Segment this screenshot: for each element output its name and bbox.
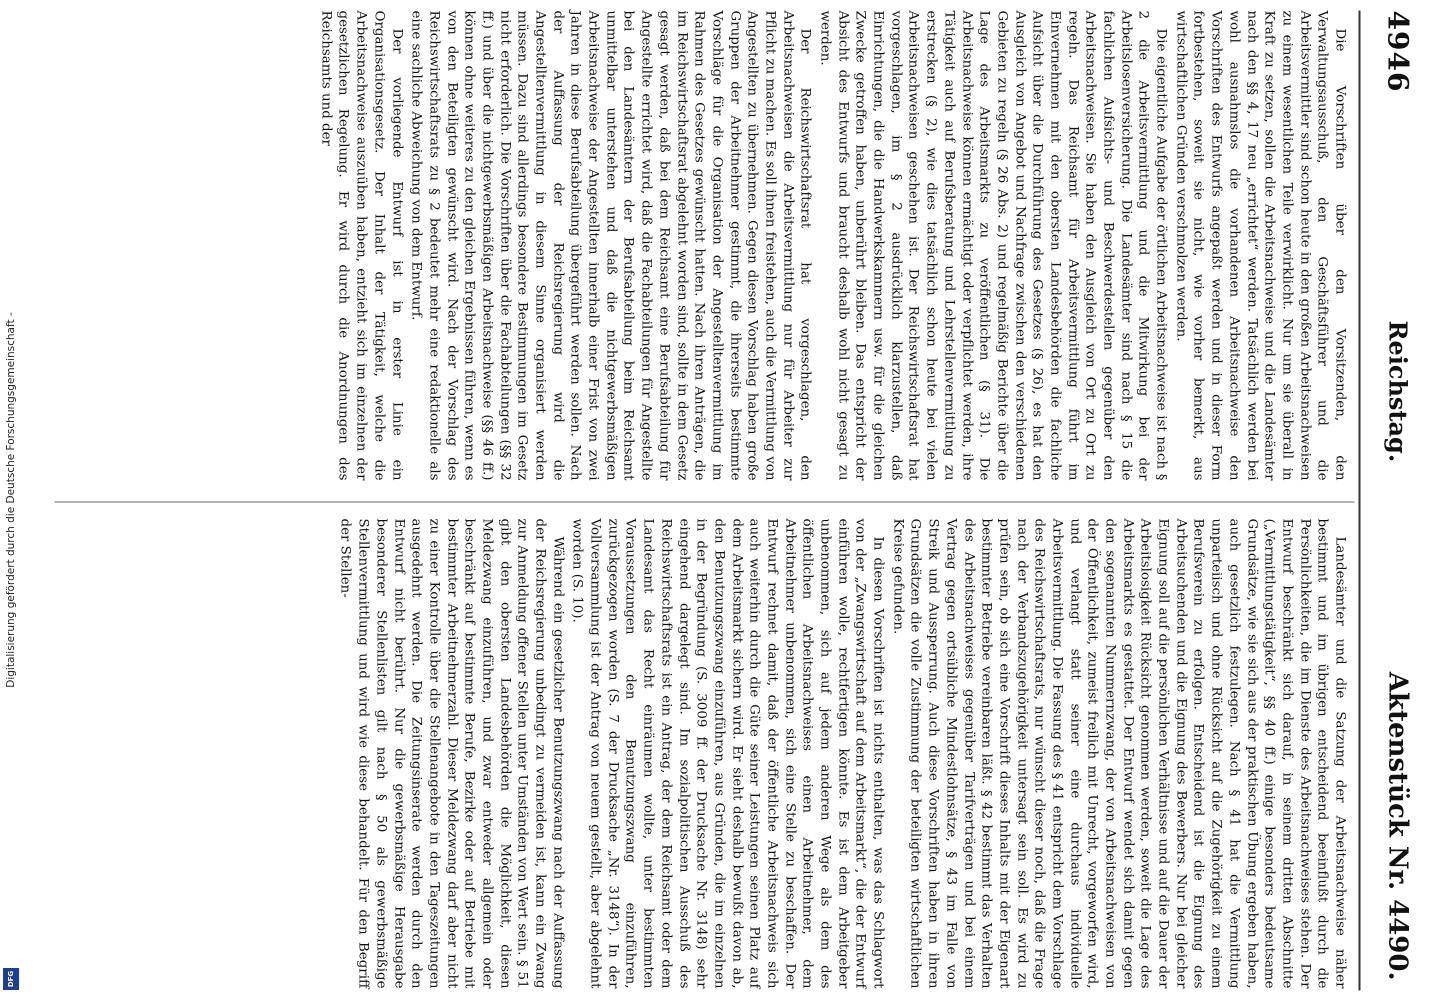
scanned-page: [40, 10, 1425, 990]
paragraph: Während ein gesetzlicher Benutzungszwang nach der Auffassung der Reichsregierung unbedingt zu vermeiden ist, kann ein Zwang zur Anmeldung offener Stellen unter Umständen von Wert sein. § 51 gibt den obersten Landesbehörden die Möglichkeit, diesen Meldezwang einzuführen, und zwar entweder allgemein oder beschränkt auf bestimmte Berufe, Bezirke oder auf Betriebe mit bestimmter Arbeitnehmerzahl. Dieser Meldezwang darf aber nicht zu einer Kontrolle über die Stellenangebote in den Tageszeitungen ausgedehnt werden. Die Zeitungsinserate werden durch den Entwurf nicht berührt. Nur die gewerbsmäßige Herausgabe besonderer Stellenlisten gilt nach § 50 als gewerbsmäßige Stellenvermittlung und wird wie diese behandelt. Für den Begriff der Stellen-: [338, 518, 566, 988]
document-number: Aktenstück Nr. 4490.: [1382, 671, 1413, 980]
paragraph: Landesämter und die Satzung der Arbeitsnachweise näher bestimmt und im übrigen entscheidend beeinflußt durch die Persönlichkeiten, die im Dienste des Arbeitsnachweises stehen. Der Entwurf beschränkt sich darauf, in seinem dritten Abschnitte („Vermittlungstätigkeit“, §§ 40 ff.) einige besonders bedeutsame Grundsätze, wie sie sich aus der praktischen Übung ergeben haben, auch gesetzlich festzulegen. Nach § 41 hat die Vermittlung unparteiisch und ohne Rücksicht auf die Zugehörigkeit zu einem Berufsverein zu erfolgen. Entscheidend ist die Eignung des Arbeitsuchenden und die Eignung des Bewerbers. Nur bei gleicher Eignung soll auf die persönlichen Verhältnisse und auf die Dauer der Arbeitslosigkeit Rücksicht genommen werden, soweit die Lage des Arbeitsmarkts es gestattet. Der Entwurf wendet sich damit gegen den sogenannten Nummernzwang, der von Arbeitsnachweisen von der Öffentlichkeit, zumeist freilich mit Unrecht, vorgeworfen wird, und verlangt statt seiner eine durchaus individuelle Arbeitsvermittlung. Die Fassung des § 41 entspricht dem Vorschlage des Reichswirtschaftsrats, nur wünscht dieser noch, daß die Frage nach der Verbandszugehörigkeit untersagt sein soll. Es wird zu prüfen sein, ob sich eine Vorschrift dieses Inhalts mit der Eigenart bestimmter Betriebe vereinbaren läßt. § 42 bestimmt das Verhalten des Arbeitsnachweises gegenüber Tarifverträgen und bei einem Vertrag gegen ortsübliche Mindestlohnsätze, § 43 im Falle von Streik und Aussperrung. Auch diese Vorschriften haben in ihren Grundsätzen die volle Zustimmung der beteiligten wirtschaftlichen Kreise gefunden.: [890, 518, 1348, 988]
left-column: [315, 10, 1349, 480]
page-title: Reichstag.: [1383, 320, 1413, 462]
page-number: 4946: [1381, 10, 1415, 92]
column-divider: [55, 501, 1355, 502]
dfg-logo-text: DFG: [7, 970, 15, 988]
paragraph: In diesen Vorschriften ist nichts enthalten, was das Schlagwort von der „Zwangswirtschaft auf dem Arbeitsmarkt“, die der Entwurf einführen wolle, rechtfertigen könnte. Es ist dem Arbeitgeber unbenommen, sich auf jedem anderen Wege als dem des öffentlichen Arbeitsnachweises einen Arbeitnehmer, dem Arbeitnehmer unbenommen, sich eine Stelle zu beschaffen. Der Entwurf rechnet damit, daß der öffentliche Arbeitsnachweis sich auch weiterhin durch die Güte seiner Leistungen seinen Platz auf dem Arbeitsmarkt sichern wird. Er sieht deshalb bewußt davon ab, den Benutzungszwang einzuführen, aus Gründen, die im einzelnen in der Begründung (S. 3009 ff. der Drucksache Nr. 3148) sehr eingehend dargelegt sind. Im sozialpolitischen Ausschuß des Reichswirtschaftsrats ist ein Antrag, der dem Reichsamt oder dem Landesamt das Recht einräumen wollte, unter bestimmten Voraussetzungen den Benutzungszwang einzuführen, zurückgezogen worden (S. 7 der Drucksache „Nr. 3148“). In der Vollversammlung ist der Antrag von neuem gestellt, aber abgelehnt worden (S. 10).: [569, 518, 886, 988]
funding-credit-text: Digitalisierung gefördert durch die Deutsche Forschungsgemeinschaft -: [5, 312, 17, 688]
funding-credit: [0, 0, 22, 1000]
paragraph: Die Vorschriften über den Vorsitzenden, den Verwaltungsausschuß, den Geschäftsführer und die Arbeitsvermittler sind schon heute in den großen Arbeitsnachweisen zu einem wesentlichen Teile verwirklicht. Nur um sie überall in Kraft zu setzen, sollen die Arbeitsnachweise und die Landesämter nach den §§ 4, 17 neu „errichtet“ werden. Tatsächlich werden bei wohl ausnahmslos die vorhandenen Arbeitsnachweise den Vorschriften des Entwurfs angepaßt werden und in dieser Form fortbestehen, soweit sie nicht, wie vorher bemerkt, aus wirtschaftlichen Gründen verschmolzen werden.: [1173, 10, 1348, 480]
scanned-page-area: [30, 0, 1434, 1000]
page-header: [1361, 10, 1425, 990]
header-rule: [1359, 10, 1361, 990]
paragraph: Der vorliegende Entwurf ist in erster Linie ein Organisationsgesetz. Der Inhalt der Tätigkeit, welche die Arbeitsnachweise auszuüben haben, entzieht sich im einzelnen der gesetzlichen Regelung. Er wird durch die Anordnungen des Reichsamts und der: [318, 10, 405, 480]
paragraph: Der Reichswirtschaftsrat hat vorgeschlagen, den Arbeitsnachweisen die Arbeitsvermittlung nur für Arbeiter zur Pflicht zu machen. Es soll ihnen freistehen, auch die Vermittlung von Angestellten zu übernehmen. Gegen diesen Vorschlag haben große Gruppen der Arbeitnehmer gestimmt, die ihrerseits bestimmte Vorschläge für die Organisation der Angestelltenvermittlung im Rahmen des Gesetzes gewünscht hatten. Nach ihren Anträgen, die im Reichswirtschaftsrat abgelehnt worden sind, sollte in dem Gesetz gesagt werden, daß bei dem Reichsamt eine Berufsabteilung für Angestellte errichtet wird, daß die Fachabteilungen für Angestellte bei den Landesämtern der Berufsabteilung beim Reichsamt unmittelbar unterstehen und daß die nichtgewerbsmäßigen Arbeitsnachweise der Angestellten innerhalb einer Frist von zwei Jahren in diese Berufsabteilung übergeführt werden sollen. Nach der Auffassung der Reichsregierung wird die Angestelltenvermittlung in diesem Sinne organisiert werden müssen. Dazu sind allerdings besondere Bestimmungen im Gesetz nicht erforderlich. Die Vorschriften über die Fachabteilungen (§§ 32 ff.) und über die nichtgewerbsmäßigen Arbeitsnachweise (§§ 46 ff.) können ohne weiteres zu den gleichen Ergebnissen führen, wenn es von den Beteiligten gewünscht wird. Nach der Vorschlag des Reichswirtschaftsrats zu § 2 bedeutet mehr eine redaktionelle als eine sachliche Abweichung von dem Entwurf.: [408, 10, 813, 480]
paragraph: Die eigentliche Aufgabe der örtlichen Arbeitsnachweise ist nach § 2 die Arbeitsvermittlung und die Mitwirkung bei der Arbeitslosenversicherung. Die Landesämter sind nach § 15 die fachlichen Aufsichts- und Beschwerdestellen gegenüber den Arbeitsnachweisen. Sie haben den Ausgleich von Ort zu Ort zu regeln. Das Reichsamt für Arbeitsvermittlung führt im Einvernehmen mit den obersten Landesbehörden die fachliche Aufsicht über die Durchführung des Gesetzes (§ 26), es hat den Ausgleich von Angebot und Nachfrage zwischen den verschiedenen Gebieten zu regeln (§ 26 Abs. 2) und regelmäßig Berichte über die Lage des Arbeitsmarkts zu veröffentlichen (§ 31). Die Arbeitsnachweise können ermächtigt oder verpflichtet werden, ihre Tätigkeit auch auf Berufsberatung und Lehrstellenvermittlung zu erstrecken (§ 2), wie dies tatsächlich schon heute bei vielen Arbeitsnachweisen geschehen ist. Der Reichswirtschaftsrat hat vorgeschlagen, im § 2 ausdrücklich klarzustellen, daß Einrichtungen, die die Handwerkskammern usw. für die gleichen Zwecke getroffen haben, unberührt bleiben. Das entspricht der Absicht des Entwurfs und braucht deshalb wohl nicht gesagt zu werden.: [817, 10, 1169, 480]
dfg-logo: [3, 968, 19, 990]
right-column: [334, 518, 1348, 988]
